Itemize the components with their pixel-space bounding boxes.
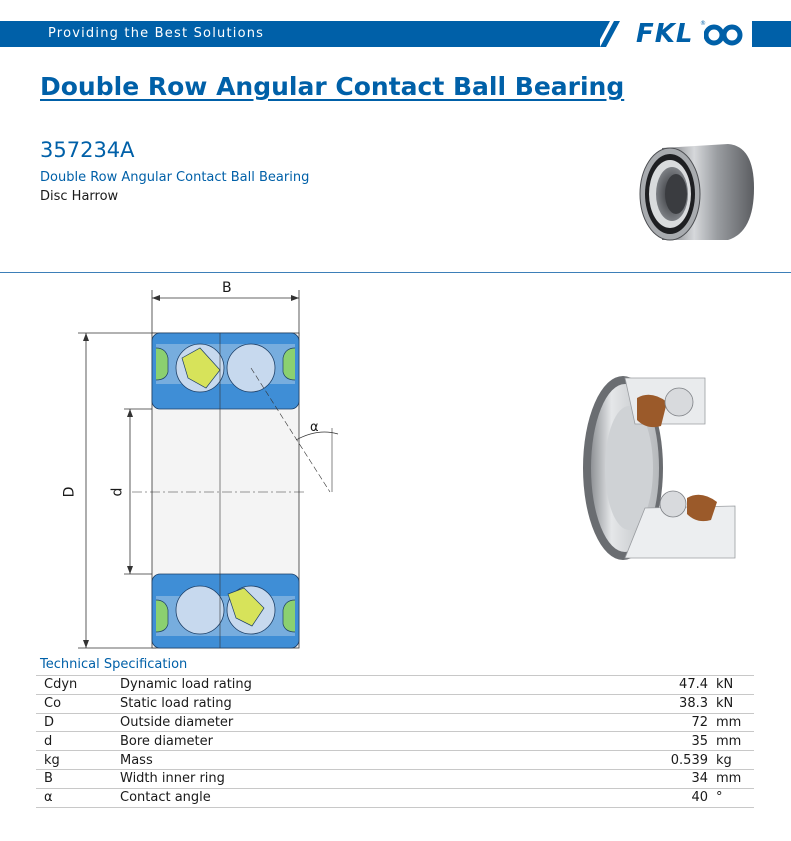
brand-logo — [596, 21, 756, 47]
cutaway-render — [575, 368, 750, 568]
spec-row — [36, 694, 754, 713]
page-title: Double Row Angular Contact Ball Bearing — [40, 72, 625, 101]
spec-unit: kN — [712, 676, 754, 695]
spec-value: 47.4 — [612, 676, 712, 695]
product-type: Double Row Angular Contact Ball Bearing — [40, 170, 310, 185]
spec-symbol: Co — [36, 694, 112, 713]
spec-description: Width inner ring — [112, 769, 612, 788]
spec-row — [36, 713, 754, 732]
part-number: 357234A — [40, 138, 135, 162]
spec-symbol: kg — [36, 751, 112, 770]
spec-unit: mm — [712, 713, 754, 732]
spec-description: Outside diameter — [112, 713, 612, 732]
spec-table — [36, 675, 754, 808]
registered-mark: ® — [700, 20, 706, 27]
spec-unit: kg — [712, 751, 754, 770]
spec-value: 38.3 — [612, 694, 712, 713]
spec-section-title: Technical Specification — [40, 657, 188, 672]
spec-row — [36, 769, 754, 788]
spec-row — [36, 732, 754, 751]
spec-value: 40 — [612, 788, 712, 807]
spec-row — [36, 788, 754, 807]
spec-value: 0.539 — [612, 751, 712, 770]
dimension-label-B: B — [222, 280, 232, 296]
header-bar — [0, 21, 791, 47]
spec-description: Dynamic load rating — [112, 676, 612, 695]
spec-unit: ° — [712, 788, 754, 807]
brand-name: FKL — [636, 19, 694, 49]
dimension-label-alpha: α — [310, 420, 319, 435]
header-band — [0, 21, 600, 47]
header-band-end — [752, 21, 791, 47]
spec-value: 34 — [612, 769, 712, 788]
spec-row — [36, 751, 754, 770]
spec-symbol: d — [36, 732, 112, 751]
section-divider — [0, 272, 791, 273]
spec-unit: mm — [712, 769, 754, 788]
bearing-section-drawing — [60, 278, 350, 658]
spec-unit: kN — [712, 694, 754, 713]
spec-description: Bore diameter — [112, 732, 612, 751]
tagline: Providing the Best Solutions — [48, 26, 265, 41]
spec-unit: mm — [712, 732, 754, 751]
spec-value: 35 — [612, 732, 712, 751]
spec-value: 72 — [612, 713, 712, 732]
spec-description: Static load rating — [112, 694, 612, 713]
spec-description: Contact angle — [112, 788, 612, 807]
spec-row — [36, 676, 754, 695]
dimension-label-D: D — [61, 486, 78, 498]
spec-symbol: Cdyn — [36, 676, 112, 695]
logo-rings-icon — [704, 24, 746, 46]
spec-description: Mass — [112, 751, 612, 770]
product-photo — [632, 140, 756, 244]
spec-symbol: D — [36, 713, 112, 732]
product-application: Disc Harrow — [40, 189, 119, 204]
spec-symbol: α — [36, 788, 112, 807]
spec-symbol: B — [36, 769, 112, 788]
dimension-label-d: d — [109, 487, 126, 497]
